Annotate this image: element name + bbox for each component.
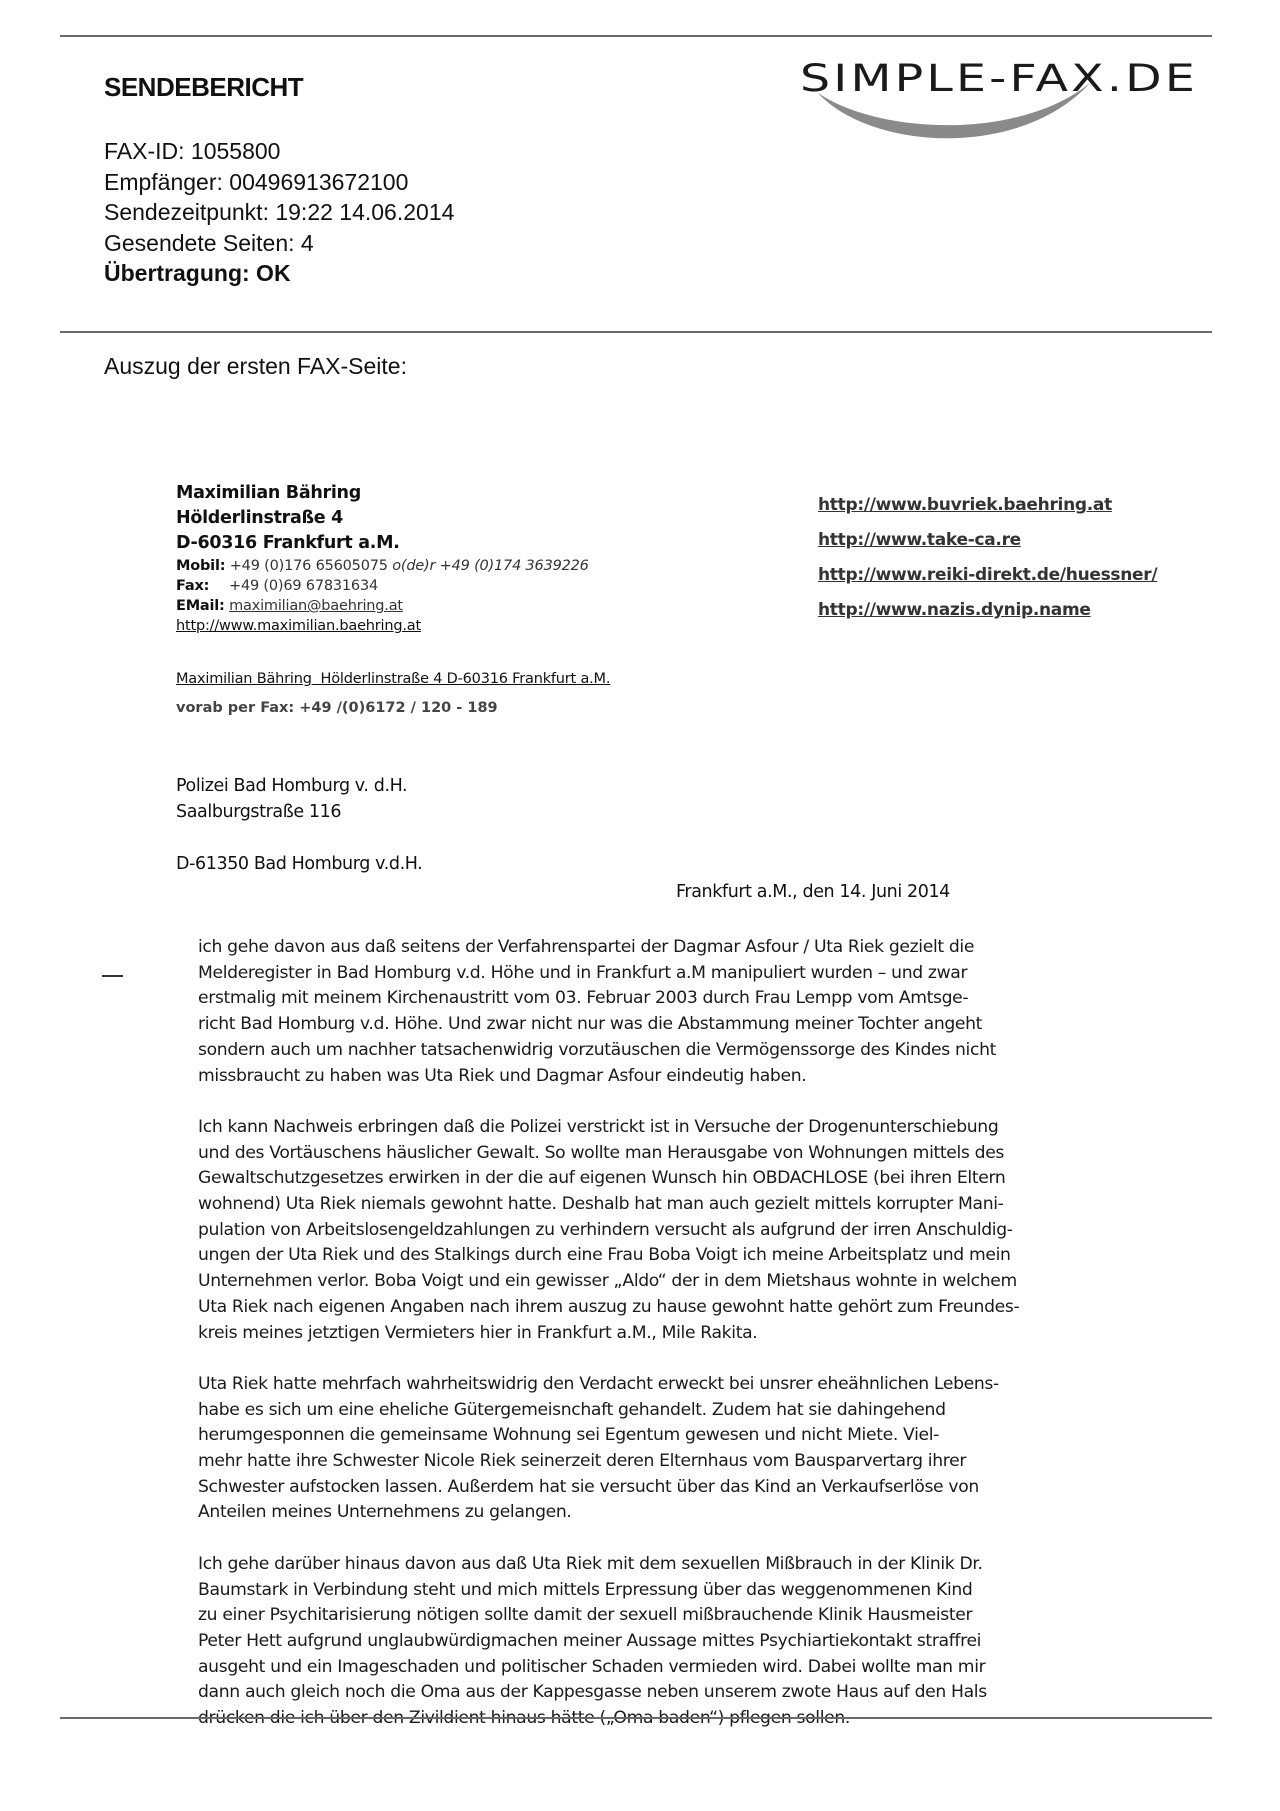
addressee-line-1: Polizei Bad Homburg v. d.H. [176, 776, 408, 796]
body-line: Uta Riek nach eigenen Angaben nach ihrem auszug zu hause gewohnt hatte gehört zum Freundes- [198, 1296, 1020, 1317]
sender-street: Hölderlinstraße 4 [176, 508, 343, 528]
report-title: SENDEBERICHT [104, 72, 304, 102]
body-line: ich gehe davon aus daß seitens der Verfahrenspartei der Dagmar Asfour / Uta Riek gezielt die [198, 937, 975, 957]
body-line: sondern auch um nachher tatsachenwidrig vorzutäuschen die Vermögenssorge des Kindes nicht [198, 1039, 996, 1060]
body-line: Ich kann Nachweis erbringen daß die Polizei verstrickt ist in Versuche der Drogenunterschiebung [198, 1116, 999, 1137]
letter-date: Frankfurt a.M., den 14. Juni 2014 [676, 882, 950, 902]
letter-body [198, 935, 1118, 1757]
mobile-alt: o(de)r +49 (0)174 3639226 [392, 558, 589, 574]
fold-mark [102, 975, 123, 977]
paragraph-4 [198, 1552, 1118, 1732]
links-list [818, 488, 1157, 628]
body-line: ungen der Uta Riek und des Stalkings durch eine Frau Boba Voigt ich meine Arbeitsplatz und mein [198, 1245, 1011, 1266]
body-line: Gewaltschutzgesetzes erwirken in der die auf eigenen Wunsch hin OBDACHLOSE (bei ihren Eltern [198, 1168, 1006, 1189]
link-reiki-direkt[interactable]: http://www.reiki-direkt.de/huessner/ [818, 565, 1158, 585]
logo-text-icon [790, 55, 1210, 105]
link-buvriek[interactable]: http://www.buvriek.baehring.at [818, 495, 1112, 515]
body-line: Peter Hett aufgrund unglaubwürdigmachen meiner Aussage mittes Psychiartiekontakt straffrei [198, 1630, 982, 1651]
addressee-block [176, 773, 422, 877]
header-divider [60, 331, 1212, 333]
body-line: dann auch gleich noch die Oma aus der Kappesgasse neben unserem zwote Haus auf den Hals [198, 1682, 987, 1703]
sender-mobile [176, 556, 589, 576]
body-line: ausgeht und ein Imageschaden und politischer Schaden vermieden wird. Dabei wollte man mir [198, 1656, 986, 1677]
body-line: Uta Riek hatte mehrfach wahrheitswidrig den Verdacht erweckt bei unsrer eheähnlichen Lebens- [198, 1373, 999, 1394]
pages-sent: Gesendete Seiten: 4 [104, 229, 314, 256]
body-line: missbraucht zu haben was Uta Riek und Dagmar Asfour eindeutig haben. [198, 1065, 807, 1086]
sender-block [176, 481, 589, 636]
paragraph-3 [198, 1372, 1118, 1526]
body-line: mehr hatte ihre Schwester Nicole Riek seinerzeit deren Elternhaus vom Bausparvertarg ihrer [198, 1451, 967, 1472]
return-address: Maximilian Bähring Hölderlinstraße 4 D-60316 Frankfurt a.M. [176, 671, 611, 687]
sender-email [176, 596, 589, 616]
body-line: Schwester aufstocken lassen. Außerdem hat sie versucht über das Kind an Verkaufserlöse von [198, 1476, 979, 1497]
transmission-status: Übertragung: OK [104, 260, 291, 286]
paragraph-2 [198, 1115, 1118, 1346]
body-line: Baumstark in Verbindung steht und mich mittels Erpressung über das weggenommenen Kind [198, 1579, 973, 1600]
sender-website-link[interactable]: http://www.maximilian.baehring.at [176, 618, 421, 634]
send-time: Sendezeitpunkt: 19:22 14.06.2014 [104, 199, 455, 225]
link-take-care[interactable]: http://www.take-ca.re [818, 530, 1021, 550]
body-line: erstmalig mit meinem Kirchenaustritt vom 03. Februar 2003 durch Frau Lempp vom Amtsge- [198, 988, 969, 1009]
body-line: drücken die ich über den Zivildient hinaus hätte („Oma baden“) pflegen sollen. [198, 1708, 850, 1729]
body-line: wohnend) Uta Riek niemals gewohnt hatte. Deshalb hat man auch gezielt mittels korrupter Mani- [198, 1194, 1004, 1215]
fax-id: FAX-ID: 1055800 [104, 138, 281, 164]
mobile-label: Mobil: [176, 558, 226, 574]
email-label: EMail: [176, 598, 225, 614]
sender-city: D-60316 Frankfurt a.M. [176, 533, 400, 553]
svg-text:SIMPLE-FAX.DE: SIMPLE-FAX.DE [800, 57, 1198, 100]
sender-fax [176, 576, 589, 596]
body-line: kreis meines jetztigen Vermieters hier in Frankfurt a.M., Mile Rakita. [198, 1322, 758, 1343]
body-line: Melderegister in Bad Homburg v.d. Höhe und in Frankfurt a.M manipuliert wurden – und zwar [198, 962, 968, 983]
link-nazis-dynip[interactable]: http://www.nazis.dynip.name [818, 600, 1091, 620]
body-line: richt Bad Homburg v.d. Höhe. Und zwar nicht nur was die Abstammung meiner Tochter angeht [198, 1014, 983, 1035]
paragraph-1 [198, 935, 1118, 1089]
fax-label: Fax: [176, 578, 210, 594]
vorab-fax-note: vorab per Fax: +49 /(0)6172 / 120 - 189 [176, 700, 498, 716]
body-line: zu einer Psychitarisierung nötigen sollte damit der sexuell mißbrauchende Klinik Hausmeister [198, 1605, 973, 1626]
body-line: Anteilen meines Unternehmens zu gelangen. [198, 1502, 572, 1523]
body-line: und des Vortäuschens häuslicher Gewalt. So wollte man Herausgabe von Wohnungen mittels des [198, 1142, 1005, 1163]
body-line: habe es sich um eine eheliche Gütergemeisnchaft gehandelt. Zudem hat sie dahingehend [198, 1399, 946, 1420]
top-divider [60, 35, 1212, 37]
simple-fax-logo [790, 55, 1210, 150]
mobile-value: +49 (0)176 65605075 [229, 558, 388, 574]
excerpt-label: Auszug der ersten FAX-Seite: [104, 353, 407, 379]
body-line: herumgesponnen die gemeinsame Wohnung sei Egentum gewesen und nicht Miete. Viel- [198, 1425, 940, 1446]
body-line: Unternehmen verlor. Boba Voigt und ein gewisser „Aldo“ der in dem Mietshaus wohnte in welchem [198, 1271, 1017, 1292]
email-link[interactable]: maximilian@baehring.at [229, 598, 403, 614]
report-meta [104, 136, 454, 289]
fax-value: +49 (0)69 67831634 [229, 578, 379, 594]
bottom-divider [60, 1717, 1212, 1719]
body-line: Ich gehe darüber hinaus davon aus daß Uta Riek mit dem sexuellen Mißbrauch in der Klinik Dr. [198, 1553, 983, 1574]
addressee-line-3: D-61350 Bad Homburg v.d.H. [176, 854, 423, 874]
addressee-line-2: Saalburgstraße 116 [176, 802, 342, 822]
recipient-number: Empfänger: 00496913672100 [104, 168, 409, 195]
body-line: pulation von Arbeitslosengeldzahlungen zu verhindern versucht als aufgrund der irren Anschuldig- [198, 1219, 1013, 1240]
sender-name: Maximilian Bähring [176, 483, 361, 503]
